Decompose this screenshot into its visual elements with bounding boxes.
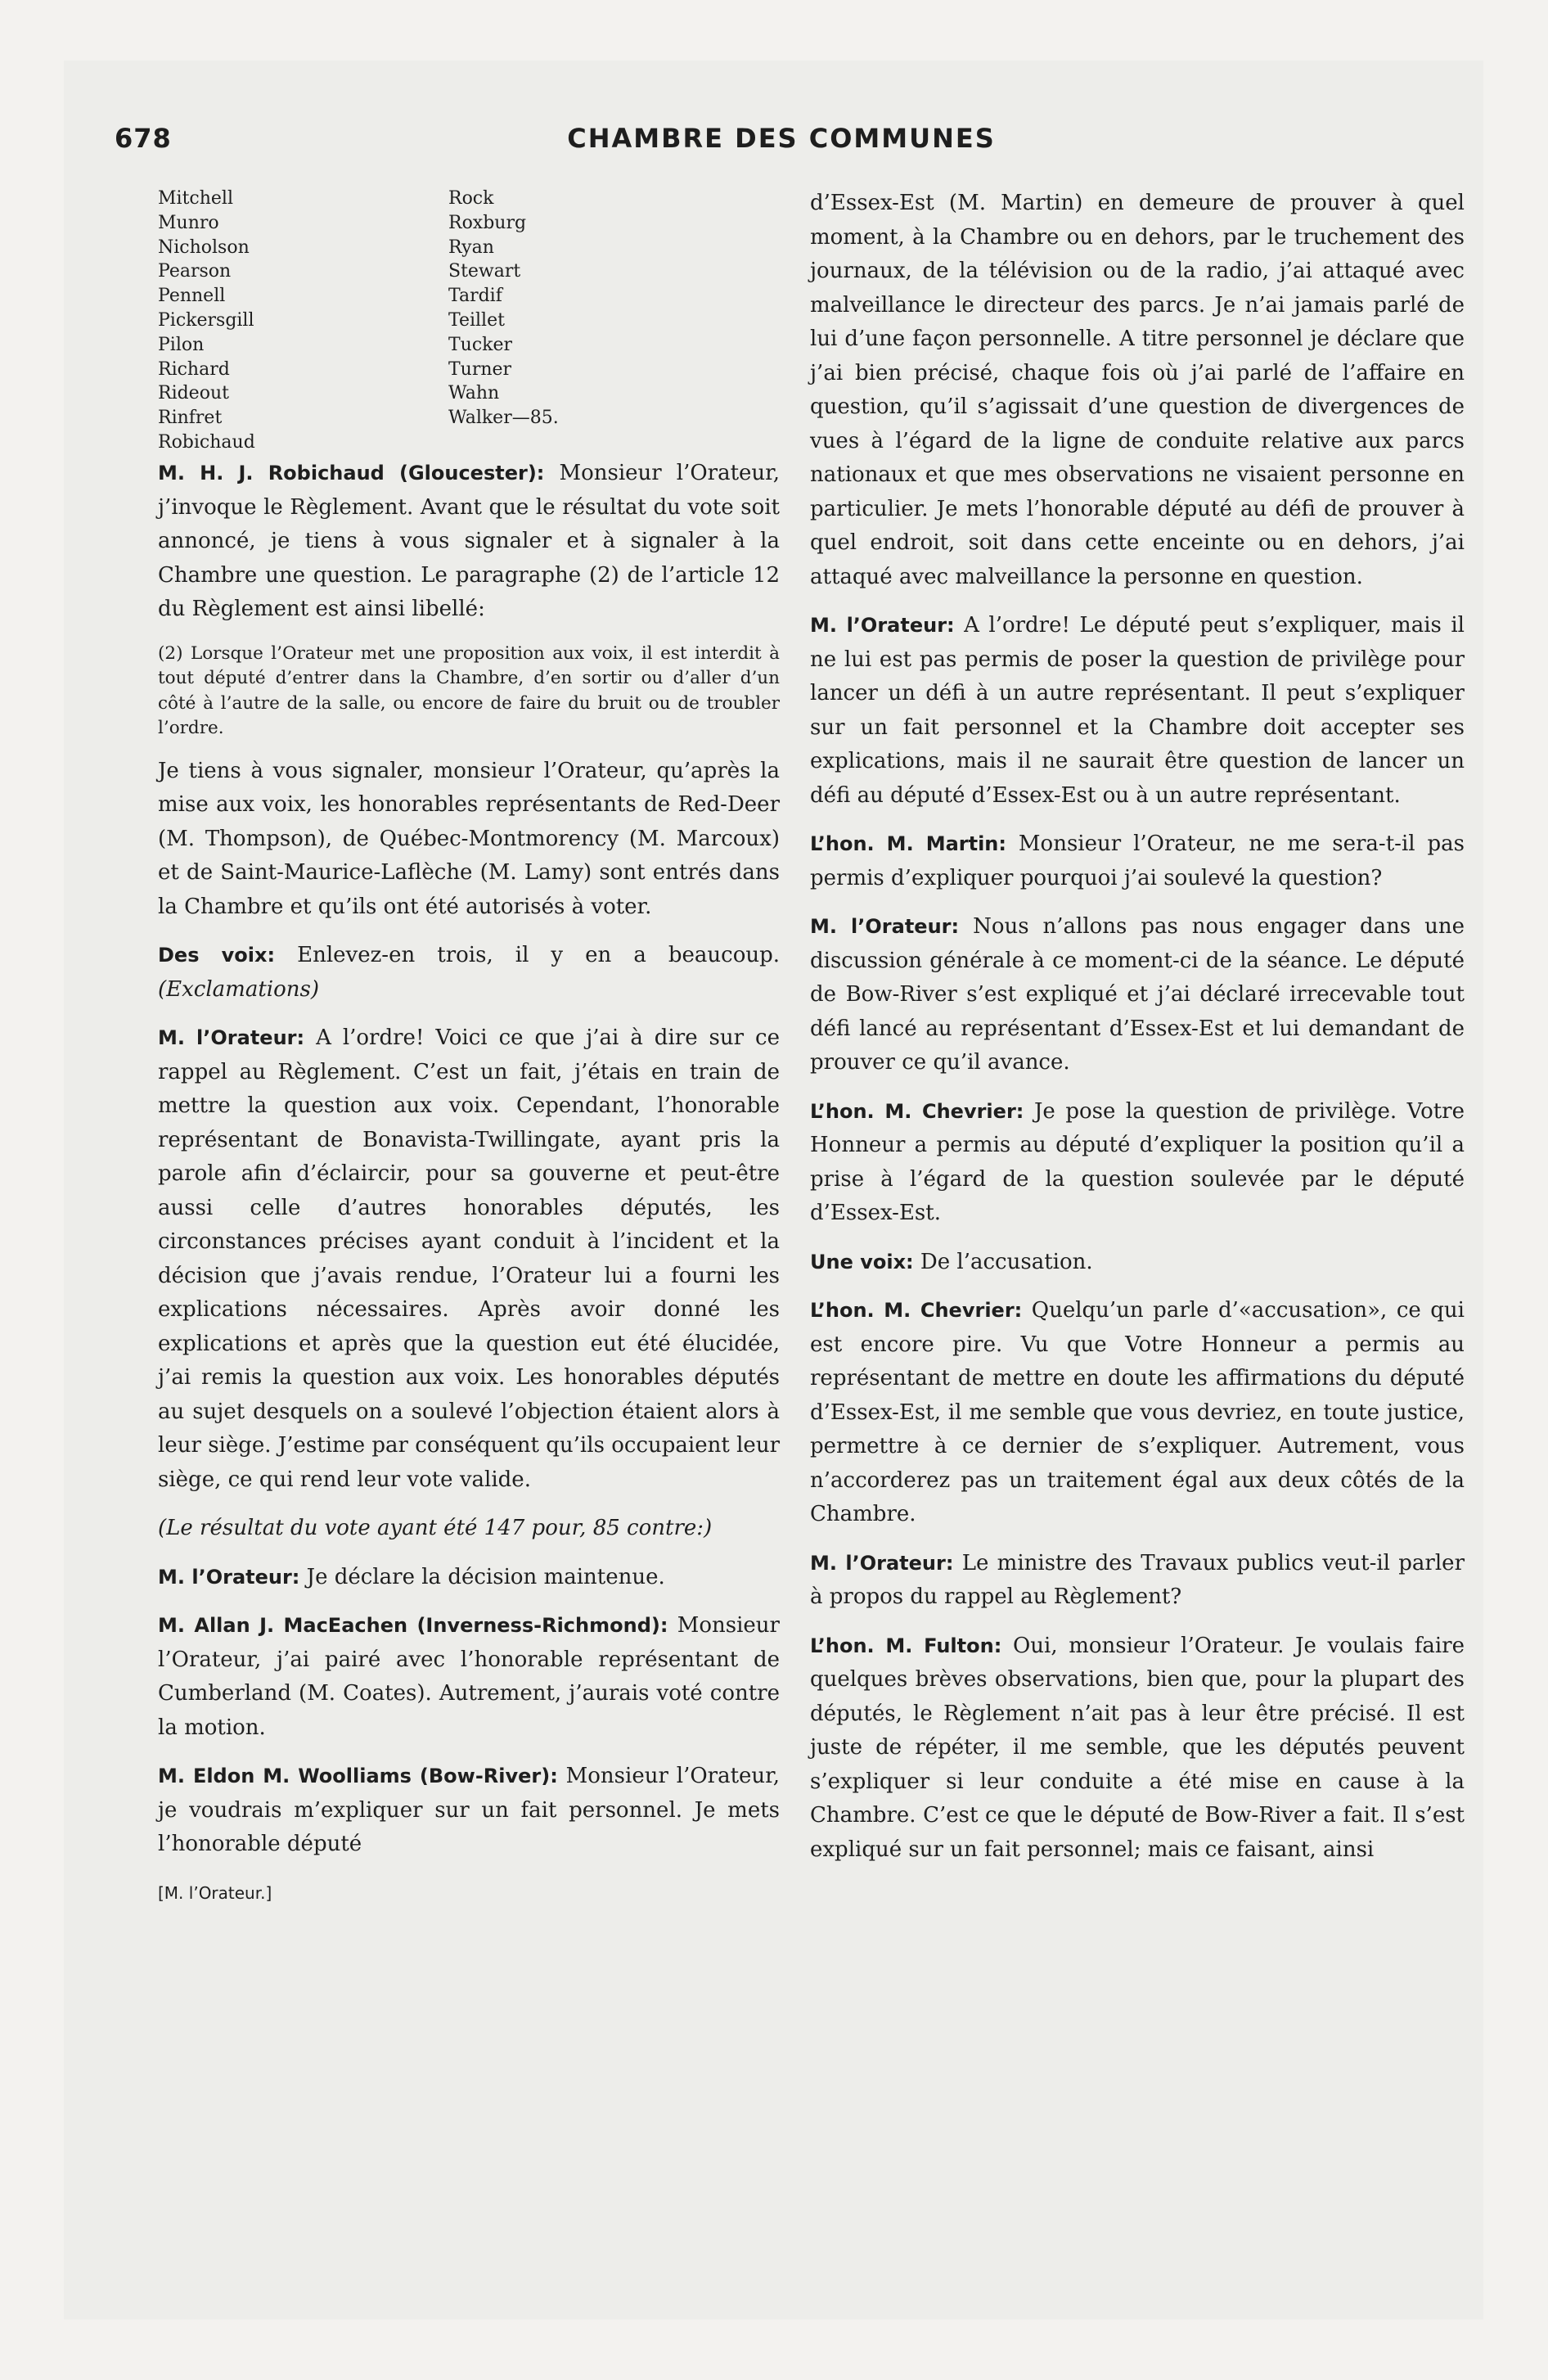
member-name: Pennell: [158, 286, 226, 307]
member-name: Rock: [448, 188, 494, 209]
paragraph: [810, 1246, 1465, 1280]
member-name: Ryan: [448, 237, 494, 258]
member-name: Munro: [158, 212, 219, 233]
member-name: Turner: [448, 358, 512, 380]
paragraph: [810, 1294, 1465, 1532]
speech: Je pose la question de privilège. Votre Honneur a permis au député d’expliquer la position qu’il a prise à l’égard de la question soulevée par le député d’Essex-Est.: [810, 1098, 1465, 1225]
page-header: [115, 123, 1448, 164]
speech: Monsieur l’Orateur, j’invoque le Règlement. Avant que le résultat du vote soit annoncé, je tiens à vous signaler et à signaler à la Chambre une question. Le paragraphe (2) de l’article 12 du Règlement est ainsi libellé:: [158, 461, 781, 621]
speech: De l’accusation.: [913, 1249, 1093, 1274]
speaker: M. l’Orateur:: [158, 1565, 300, 1589]
speaker: M. l’Orateur:: [810, 1551, 954, 1575]
page-number: 678: [115, 123, 172, 154]
paragraph: d’Essex-Est (M. Martin) en demeure de prouver à quel moment, à la Chambre ou en dehors, par le truchement des journaux, de la télévision ou de la radio, j’ai attaqué avec malveillance le directeur des parcs. Je n’ai jamais parlé de lui d’une façon personnelle. A titre personnel je déclare que j’ai bien précisé, chaque fois où j’ai parlé de l’affaire en question, qu’il s’agissait d’une question de divergences de vues à l’égard de la ligne de conduite relative aux parcs nationaux et que mes observations ne visaient personne en particulier. Je mets l’honorable député au défi de prouver à quel endroit, soit dans cette enceinte ou en dehors, j’ai attaqué avec malveillance la personne en question.: [810, 191, 1465, 589]
paragraph: [810, 1095, 1465, 1231]
speech: A l’ordre! Voici ce que j’ai à dire sur ce rappel au Règlement. C’est un fait, j’étais en train de mettre la question aux voix. Cependant, l’honorable représentant de Bonavista-Twillingate, ayant pris la parole afin d’éclaircir, pour sa gouverne et peut-être aussi celle d’autres honorables députés, les circonstances précises ayant conduit à l’incident et la décision que j’avais rendue, l’Orateur lui a fourni les explications nécessaires. Après avoir donné les explications et après que la question eut été élucidée, j’ai remis la question aux voix. Les honorables députés au sujet desquels on a soulevé l’objection étaient alors à leur siège. J’estime par conséquent qu’ils occupaient leur siège, ce qui rend leur vote valide.: [158, 1025, 780, 1492]
speech: Monsieur l’Orateur, ne me sera-t-il pas permis d’expliquer pourquoi j’ai soulevé la question?: [810, 832, 1465, 890]
paragraph: [158, 1561, 780, 1595]
names-column-1: [158, 187, 255, 455]
paragraph: [810, 1629, 1465, 1868]
member-name: Teillet: [448, 309, 505, 331]
paragraph: [158, 457, 780, 627]
running-title: CHAMBRE DES COMMUNES: [567, 123, 996, 154]
member-name: Wahn: [448, 383, 500, 404]
member-name: Roxburg: [448, 212, 527, 233]
paragraph: [158, 1760, 780, 1862]
member-name: Rideout: [158, 383, 229, 404]
paragraph: [810, 910, 1465, 1080]
speech: Oui, monsieur l’Orateur. Je voulais faire quelques brèves observations, bien que, pour la plupart des députés, le Règlement n’ait pas à leur être précisé. Il est juste de répéter, il me semble, que les députés peuvent s’expliquer si leur conduite a été mise en cause à la Chambre. C’est ce que le député de Bow-River a fait. Il s’est expliqué sur un fait personnel; mais ce faisant, ainsi: [810, 1633, 1465, 1862]
member-name: Rinfret: [158, 408, 223, 429]
member-name: Walker—85.: [448, 408, 559, 429]
paragraph: [158, 1021, 780, 1497]
member-name: Pearson: [158, 261, 232, 282]
member-name: Pickersgill: [158, 309, 254, 331]
speech: Monsieur l’Orateur, j’ai pairé avec l’honorable représentant de Cumberland (M. Coates). Autrement, j’aurais voté contre la motion.: [158, 1613, 780, 1740]
speaker: M. l’Orateur:: [810, 915, 960, 938]
left-column: [158, 187, 780, 1910]
member-name: Richard: [158, 358, 230, 380]
speech: A l’ordre! Le député peut s’expliquer, mais il ne lui est pas permis de poser la question de privilège pour lancer un défi à un autre représentant. Il peut s’expliquer sur un fait personnel et la Chambre doit accepter ses explications, mais il ne saurait être question de lancer un défi au député d’Essex-Est ou à un autre représentant.: [810, 613, 1465, 808]
paragraph: [810, 1547, 1465, 1615]
speech: Je déclare la décision maintenue.: [299, 1564, 665, 1589]
speaker: M. l’Orateur:: [810, 614, 955, 637]
member-name: Pilon: [158, 334, 205, 355]
member-name: Nicholson: [158, 237, 250, 258]
speech: Le ministre des Travaux publics veut-il parler à propos du rappel au Règlement?: [810, 1550, 1465, 1609]
speech: Quelqu’un parle d’«accusation», ce qui est encore pire. Vu que Votre Honneur a permis au représentant de mettre en doute les affirmations du député d’Essex-Est, il me semble que vous devriez, en toute justice, permettre à ce dernier de s’expliquer. Autrement, vous n’accorderez pas un traitement égal aux deux côtés de la Chambre.: [810, 1298, 1465, 1526]
member-name: Stewart: [448, 261, 521, 282]
names-column-2: [448, 187, 559, 430]
paragraph: [810, 609, 1465, 813]
member-name: Mitchell: [158, 188, 233, 209]
quoted-rule: (2) Lorsque l’Orateur met une proposition aux voix, il est interdit à tout député d’entrer dans la Chambre, d’en sortir ou d’aller d’un côté à l’autre de la salle, ou encore de faire du bruit ou de troubler l’ordre.: [158, 642, 780, 738]
paragraph: Je tiens à vous signaler, monsieur l’Orateur, qu’après la mise aux voix, les honorables représentants de Red-Deer (M. Thompson), de Québec-Montmorency (M. Marcoux) et de Saint-Maurice-Laflèche (M. Lamy) sont entrés dans la Chambre et qu’ils ont été autorisés à voter.: [158, 758, 780, 919]
speaker: M. H. J. Robichaud (Gloucester):: [158, 462, 545, 485]
speech: Monsieur l’Orateur, je voudrais m’expliquer sur un fait personnel. Je mets l’honorable député: [158, 1764, 780, 1856]
speaker: L’hon. M. Chevrier:: [810, 1099, 1024, 1123]
paragraph: [810, 827, 1465, 895]
stage-direction: (Exclamations): [158, 976, 319, 1002]
paragraph: [158, 939, 780, 1007]
paragraph: [158, 1609, 780, 1745]
speaker: M. Allan J. MacEachen (Inverness-Richmond):: [158, 1614, 668, 1637]
speaker: L’hon. M. Martin:: [810, 832, 1006, 855]
member-name: Tucker: [448, 334, 513, 355]
speaker: Des voix:: [158, 944, 276, 967]
vote-result: (Le résultat du vote ayant été 147 pour, 85 contre:): [158, 1516, 713, 1540]
vote-names-list: [158, 187, 780, 457]
footer-note: [M. l’Orateur.]: [158, 1882, 272, 1903]
speaker: M. Eldon M. Woolliams (Bow-River):: [158, 1765, 558, 1787]
member-name: Robichaud: [158, 431, 255, 453]
member-name: Tardif: [448, 286, 502, 307]
speaker: M. l’Orateur:: [158, 1026, 305, 1049]
speech: Enlevez-en trois, il y en a beaucoup.: [275, 943, 780, 967]
speaker: Une voix:: [810, 1250, 914, 1273]
speech: Nous n’allons pas nous engager dans une discussion générale à ce moment-ci de la séance. Le député de Bow-River s’est expliqué et j’ai déclaré irrecevable tout défi lancé au représentant d’Essex-Est et lui demandant de prouver ce qu’il avance.: [810, 914, 1465, 1075]
speaker: L’hon. M. Chevrier:: [810, 1299, 1023, 1322]
speaker: L’hon. M. Fulton:: [810, 1634, 1002, 1657]
right-column: [810, 187, 1465, 1882]
